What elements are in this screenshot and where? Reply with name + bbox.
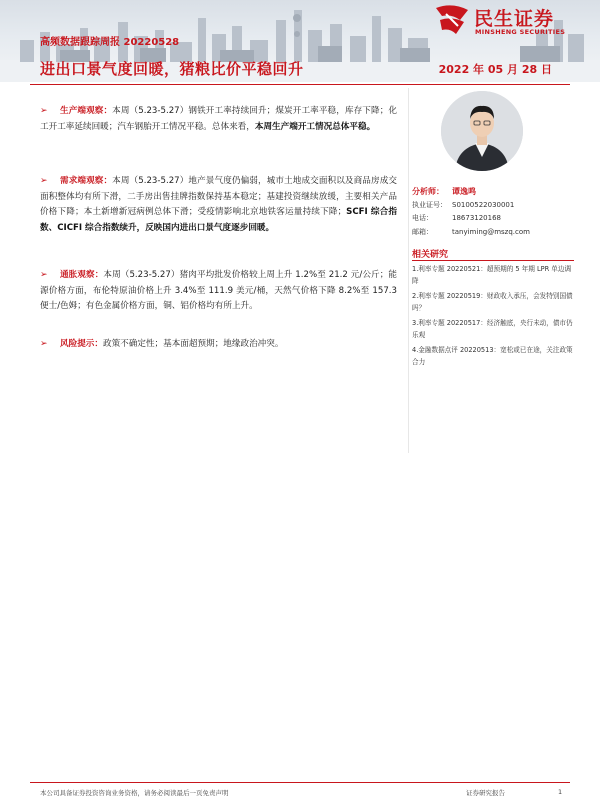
footer-disclaimer: 本公司具备证券投资咨询业务资格，请务必阅读最后一页免责声明 — [40, 789, 229, 797]
analyst-email-label: 邮箱： — [412, 227, 433, 236]
section-inflation — [40, 268, 397, 315]
bullet-arrow-icon: ➢ — [40, 270, 48, 280]
footer-doc-type: 证券研究报告 — [466, 789, 505, 797]
section-inflation-text: 本周（5.23-5.27）猪肉平均批发价格较上周上升 1.2%至 21.2 元/公斤；能源价格方面，布伦特原油价格上升 3.4%至 111.9 美元/桶，天然气价格下降 8.2%至 157.3 便士/色姆；有色金属价格方面，铜、铝价格均有所上升。 — [40, 270, 397, 311]
related-research-divider — [412, 260, 574, 261]
related-research-list — [412, 264, 574, 372]
section-production-text: 本周（5.23-5.27）钢铁开工率持续回升；煤炭开工率平稳，库存下降；化工开工率延续回暖；汽车钢胎开工情况平稳。总体来看， — [40, 106, 397, 132]
section-inflation-label: 通胀观察： — [60, 270, 104, 280]
section-production-conclusion: 本周生产端开工情况总体平稳。 — [254, 121, 376, 132]
report-header — [0, 0, 600, 82]
section-demand — [40, 174, 397, 236]
section-risk-body — [40, 337, 397, 353]
analyst-phone: 18673120168 — [452, 214, 501, 222]
section-production — [40, 104, 397, 135]
analyst-portrait-icon — [441, 91, 523, 171]
bullet-arrow-icon: ➢ — [40, 339, 48, 349]
header-divider — [30, 84, 570, 85]
minsheng-logo-icon — [434, 4, 470, 38]
section-risk-label: 风险提示： — [60, 339, 103, 349]
analyst-name: 谭逸鸣 — [452, 187, 476, 196]
section-demand-text: 本周（5.23-5.27）地产景气度仍偏弱，城市土地成交面积以及商品房成交面积整体均有所下滑，二手房出售挂牌指数保持基本稳定；基建投资继续放缓，主要相关产品价格下降；本土新增新冠病例总体下滑；受疫情影响北京地铁客运量持续下降； — [40, 176, 397, 217]
page-number: 1 — [558, 788, 563, 796]
column-divider — [408, 88, 409, 453]
footer-divider — [30, 782, 570, 783]
section-inflation-body — [40, 268, 397, 315]
analyst-cert-row — [412, 199, 572, 213]
analyst-info — [412, 185, 572, 239]
section-demand-body — [40, 174, 397, 236]
analyst-phone-label: 电话： — [412, 214, 433, 222]
analyst-role-label: 分析师： — [412, 187, 444, 196]
analyst-email-row — [412, 226, 572, 240]
related-research-item[interactable]: 1.利率专题 20220521：超预期的 5 年期 LPR 单边调降 — [412, 265, 572, 285]
section-demand-conclusion: SCFI 综合指数、CICFI 综合指数续升，反映国内进出口景气度逐步回暖。 — [40, 207, 397, 233]
related-research-item[interactable]: 4.金融数据点评 20220513：宽松或已在途，关注政策合力 — [412, 346, 573, 366]
section-risk — [40, 337, 397, 353]
report-title: 进出口景气度回暖，猪粮比价平稳回升 — [40, 60, 304, 78]
section-risk-text: 政策不确定性；基本面超预期；地缘政治冲突。 — [102, 339, 284, 349]
section-demand-label: 需求端观察： — [60, 176, 113, 186]
analyst-name-row — [412, 185, 572, 199]
logo-chinese-name: 民生证券 — [474, 8, 555, 30]
analyst-photo — [441, 91, 523, 171]
analyst-email[interactable]: tanyiming@mszq.com — [452, 227, 530, 236]
bullet-arrow-icon: ➢ — [40, 106, 48, 116]
related-research-item[interactable]: 2.利率专题 20220519：财政收入承压，会发特别国债吗？ — [412, 292, 573, 312]
analyst-phone-row — [412, 212, 572, 226]
analyst-cert: S0100522030001 — [452, 200, 515, 209]
related-research-item[interactable]: 3.利率专题 20220517：经济触底，央行未动，债市仍乐观 — [412, 319, 573, 339]
minsheng-logo — [434, 4, 584, 38]
section-production-body — [40, 104, 397, 135]
analyst-cert-label: 执业证号： — [412, 200, 447, 209]
report-date: 2022 年 05 月 28 日 — [438, 63, 552, 76]
logo-english-name: MINSHENG SECURITIES — [475, 28, 566, 36]
bullet-arrow-icon: ➢ — [40, 176, 48, 186]
related-research-title: 相关研究 — [412, 250, 449, 260]
section-production-label: 生产端观察： — [60, 106, 113, 116]
report-series-label: 高频数据跟踪周报 20220528 — [40, 37, 180, 48]
